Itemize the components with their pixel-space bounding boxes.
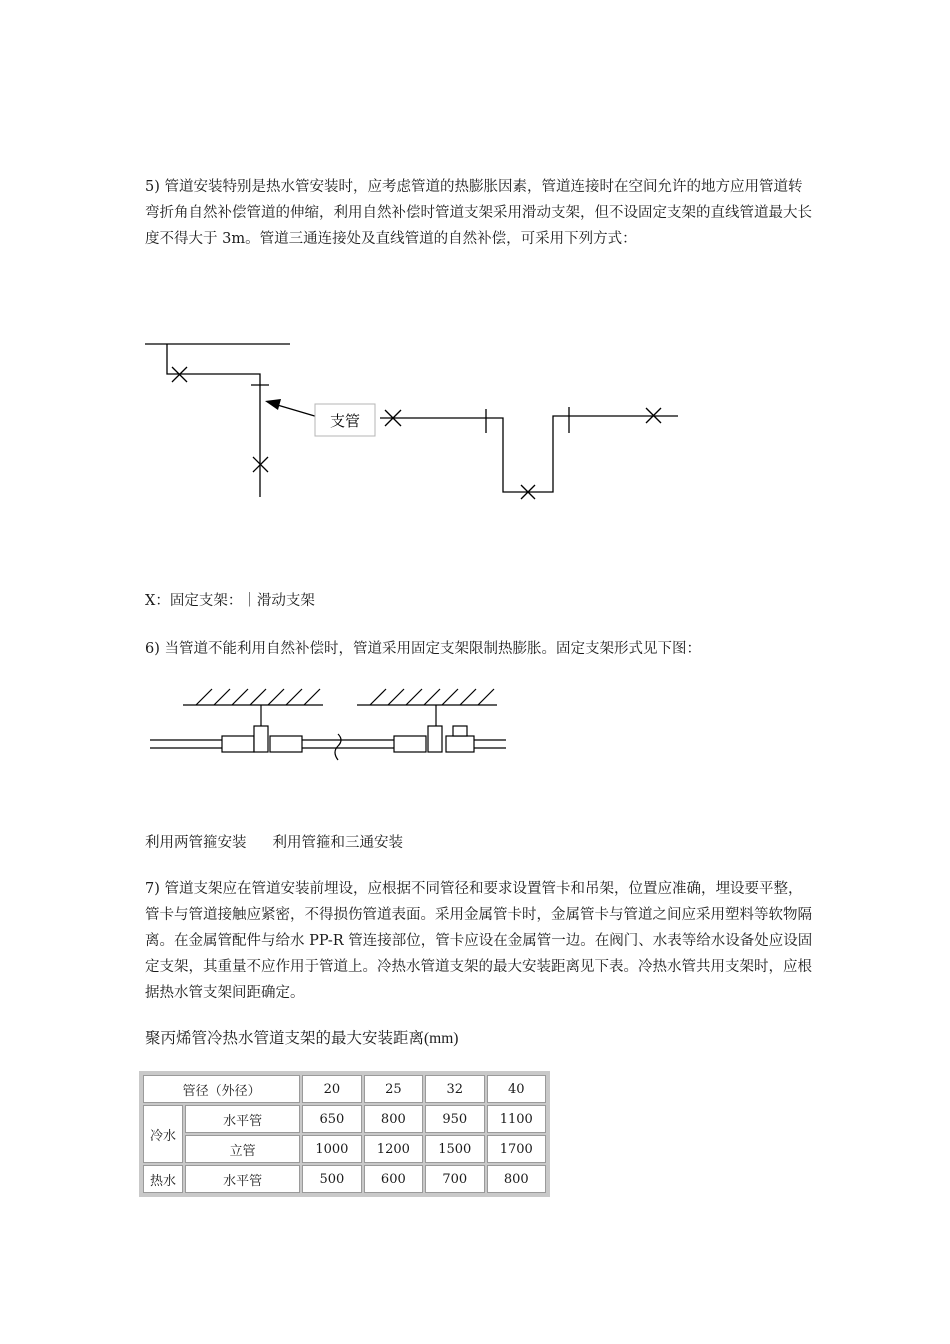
table-cell: 1700: [487, 1135, 547, 1163]
paragraph-7: 7) 管道支架应在管道安装前埋设，应根据不同管径和要求设置管卡和吊架，位置应准确，埋设要平整，管卡与管道接触应紧密，不得损伤管道表面。采用金属管卡时，金属管卡与管道之间应采用塑料等软物隔离。在金属管配件与给水 PP-R 管连接部位，管卡应设在金属管一边。在阀门、水表等给水设备处应设固定支架，其重量不应作用于管道上。冷热水管道支架的最大安装距离见下表。冷热水管共用支架时，应根据热水管支架间距确定。: [145, 881, 813, 1001]
coupling-left-1: [222, 736, 254, 752]
row-label: 立管: [185, 1135, 300, 1163]
tee-branch: [453, 726, 467, 736]
break-mark: [335, 734, 341, 760]
table-cell: 700: [425, 1165, 484, 1193]
table-cell: 600: [364, 1165, 423, 1193]
header-cell: 32: [425, 1075, 484, 1103]
table-title: 聚丙烯管冷热水管道支架的最大安装距离(mm): [145, 1030, 459, 1047]
support-legend: X：固定支架：｜滑动支架: [145, 593, 315, 609]
table-row: [143, 1105, 546, 1133]
support-spacing-table: [139, 1071, 550, 1197]
caption-two-couplings: 利用两管箍安装: [145, 835, 247, 851]
table-header-row: [143, 1075, 546, 1103]
table-cell: 1500: [425, 1135, 484, 1163]
table-row: [143, 1165, 546, 1193]
caption-coupling-tee: 利用管箍和三通安装: [272, 835, 403, 851]
table-row: [143, 1135, 546, 1163]
cold-water-label: 冷水: [143, 1105, 183, 1163]
table-cell: 800: [364, 1105, 423, 1133]
row-label: 水平管: [185, 1105, 300, 1133]
hot-water-label: 热水: [143, 1165, 183, 1193]
header-cell: 40: [487, 1075, 547, 1103]
paragraph-6: 6) 当管道不能利用自然补偿时，管道采用固定支架限制热膨胀。固定支架形式见下图：: [145, 641, 701, 657]
table-cell: 650: [302, 1105, 361, 1133]
table-cell: 950: [425, 1105, 484, 1133]
header-diameter: 管径（外径）: [143, 1075, 300, 1103]
table-cell: 800: [487, 1165, 547, 1193]
header-cell: 25: [364, 1075, 423, 1103]
ceiling-hatching-right: [370, 689, 494, 705]
table-cell: 1100: [487, 1105, 547, 1133]
tee-body: [446, 736, 474, 752]
coupling-left-2: [270, 736, 302, 752]
table-cell: 1000: [302, 1135, 361, 1163]
pipe-clamp-right: [428, 726, 442, 752]
table-cell: 1200: [364, 1135, 423, 1163]
coupling-right: [394, 736, 426, 752]
table-cell: 500: [302, 1165, 361, 1193]
pipe-clamp-left: [254, 726, 268, 752]
paragraph-5: 5) 管道安装特别是热水管安装时，应考虑管道的热膨胀因素，管道连接时在空间允许的地方应用管道转弯折角自然补偿管道的伸缩，利用自然补偿时管道支架采用滑动支架，但不设固定支架的直线管道最大长度不得大于 3m。管道三通连接处及直线管道的自然补偿，可采用下列方式：: [145, 179, 812, 247]
row-label: 水平管: [185, 1165, 300, 1193]
branch-label: 支管: [329, 412, 361, 430]
header-cell: 20: [302, 1075, 361, 1103]
ceiling-hatching-left: [196, 689, 320, 705]
